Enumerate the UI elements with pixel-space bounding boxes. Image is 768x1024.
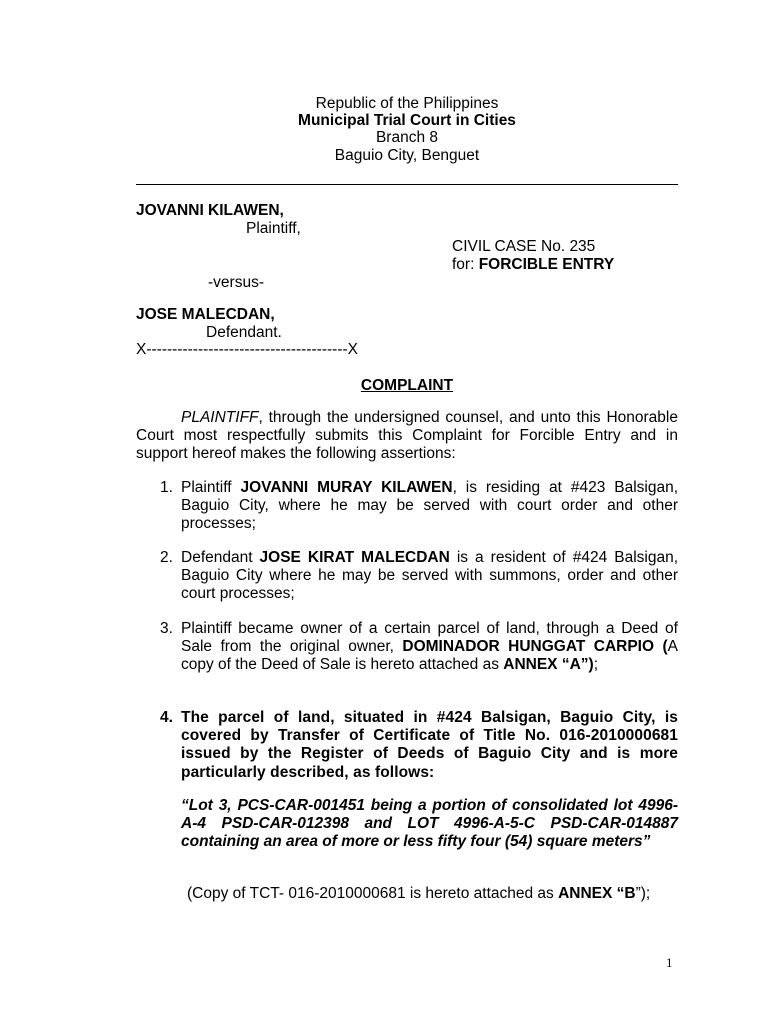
- plaintiff-role: Plaintiff,: [246, 220, 301, 237]
- item-emphasis: JOVANNI MURAY KILAWEN: [240, 479, 453, 496]
- item-text: The parcel of land, situated in #424 Balsigan, Baguio City, is covered by Transfer of Certificate of Title No. 016-2010000681 issued by the Register of Deeds of Baguio City and is more particularly described, as follows:: [181, 709, 678, 781]
- page-number: 1: [666, 955, 673, 970]
- defendant-role: Defendant.: [206, 324, 282, 341]
- item-number: 4.: [160, 709, 173, 726]
- list-item: [181, 479, 678, 534]
- item-text: , is residing at #423 Balsigan, Baguio City, where he may be served with court order and other processes;: [181, 479, 679, 533]
- item-number: 2.: [160, 549, 173, 566]
- defendant-name: JOSE MALECDAN,: [136, 306, 275, 323]
- case-nature-prefix: for:: [452, 256, 479, 273]
- document-title: COMPLAINT: [360, 377, 454, 394]
- case-nature: [452, 256, 614, 274]
- annex-b-note: [168, 885, 678, 903]
- note-emphasis: ANNEX “B: [558, 885, 636, 902]
- item-emphasis: ANNEX “A”): [503, 656, 594, 674]
- item-emphasis: DOMINADOR HUNGGAT CARPIO (: [402, 638, 668, 656]
- plaintiff-name: JOVANNI KILAWEN,: [136, 202, 284, 219]
- item-number: 3.: [160, 620, 173, 637]
- header-branch: Branch 8: [375, 129, 439, 146]
- item-emphasis: JOSE KIRAT MALECDAN: [259, 549, 450, 566]
- list-item: [181, 549, 678, 604]
- intro-text: , through the undersigned counsel, and unto this Honorable Court most respectfully submits this Complaint for Forcible Entry and in support hereof makes the following assertions:: [136, 409, 678, 463]
- intro-paragraph: [136, 409, 678, 464]
- header-republic: Republic of the Philippines: [315, 95, 499, 112]
- note-text: (Copy of TCT- 016-2010000681 is hereto attached as: [187, 885, 559, 902]
- case-number: CIVIL CASE No. 235: [452, 238, 596, 255]
- item-text: Plaintiff became owner of a certain parcel of land, through a Deed of Sale from the original owner,: [181, 620, 678, 656]
- item-text: ;: [593, 656, 598, 674]
- header-court: Municipal Trial Court in Cities: [298, 112, 516, 129]
- item-text: is a resident of #424 Balsigan, Baguio City where he may be served with summons, order and other court processes;: [181, 549, 678, 603]
- header-divider: [136, 184, 678, 185]
- item-text: Defendant: [181, 549, 260, 566]
- intro-lead: PLAINTIFF: [181, 409, 259, 426]
- header-location: Baguio City, Benguet: [334, 147, 480, 164]
- item-text: A copy of the Deed of Sale is hereto attached as: [181, 638, 678, 674]
- item-text: Plaintiff: [181, 479, 241, 496]
- caption-separator: X---------------------------------------X: [136, 341, 358, 358]
- versus-label: -versus-: [208, 274, 264, 291]
- item-number: 1.: [160, 479, 173, 496]
- note-text: ”);: [635, 885, 651, 902]
- list-item: [181, 620, 678, 675]
- list-item: [181, 709, 678, 782]
- case-nature-title: FORCIBLE ENTRY: [478, 256, 615, 273]
- property-description-quote: “Lot 3, PCS-CAR-001451 being a portion of consolidated lot 4996-A-4 PSD-CAR-012398 and LOT 4996-A-5-C PSD-CAR-014887 containing an area of more or less fifty four (54) square meters”: [181, 797, 678, 851]
